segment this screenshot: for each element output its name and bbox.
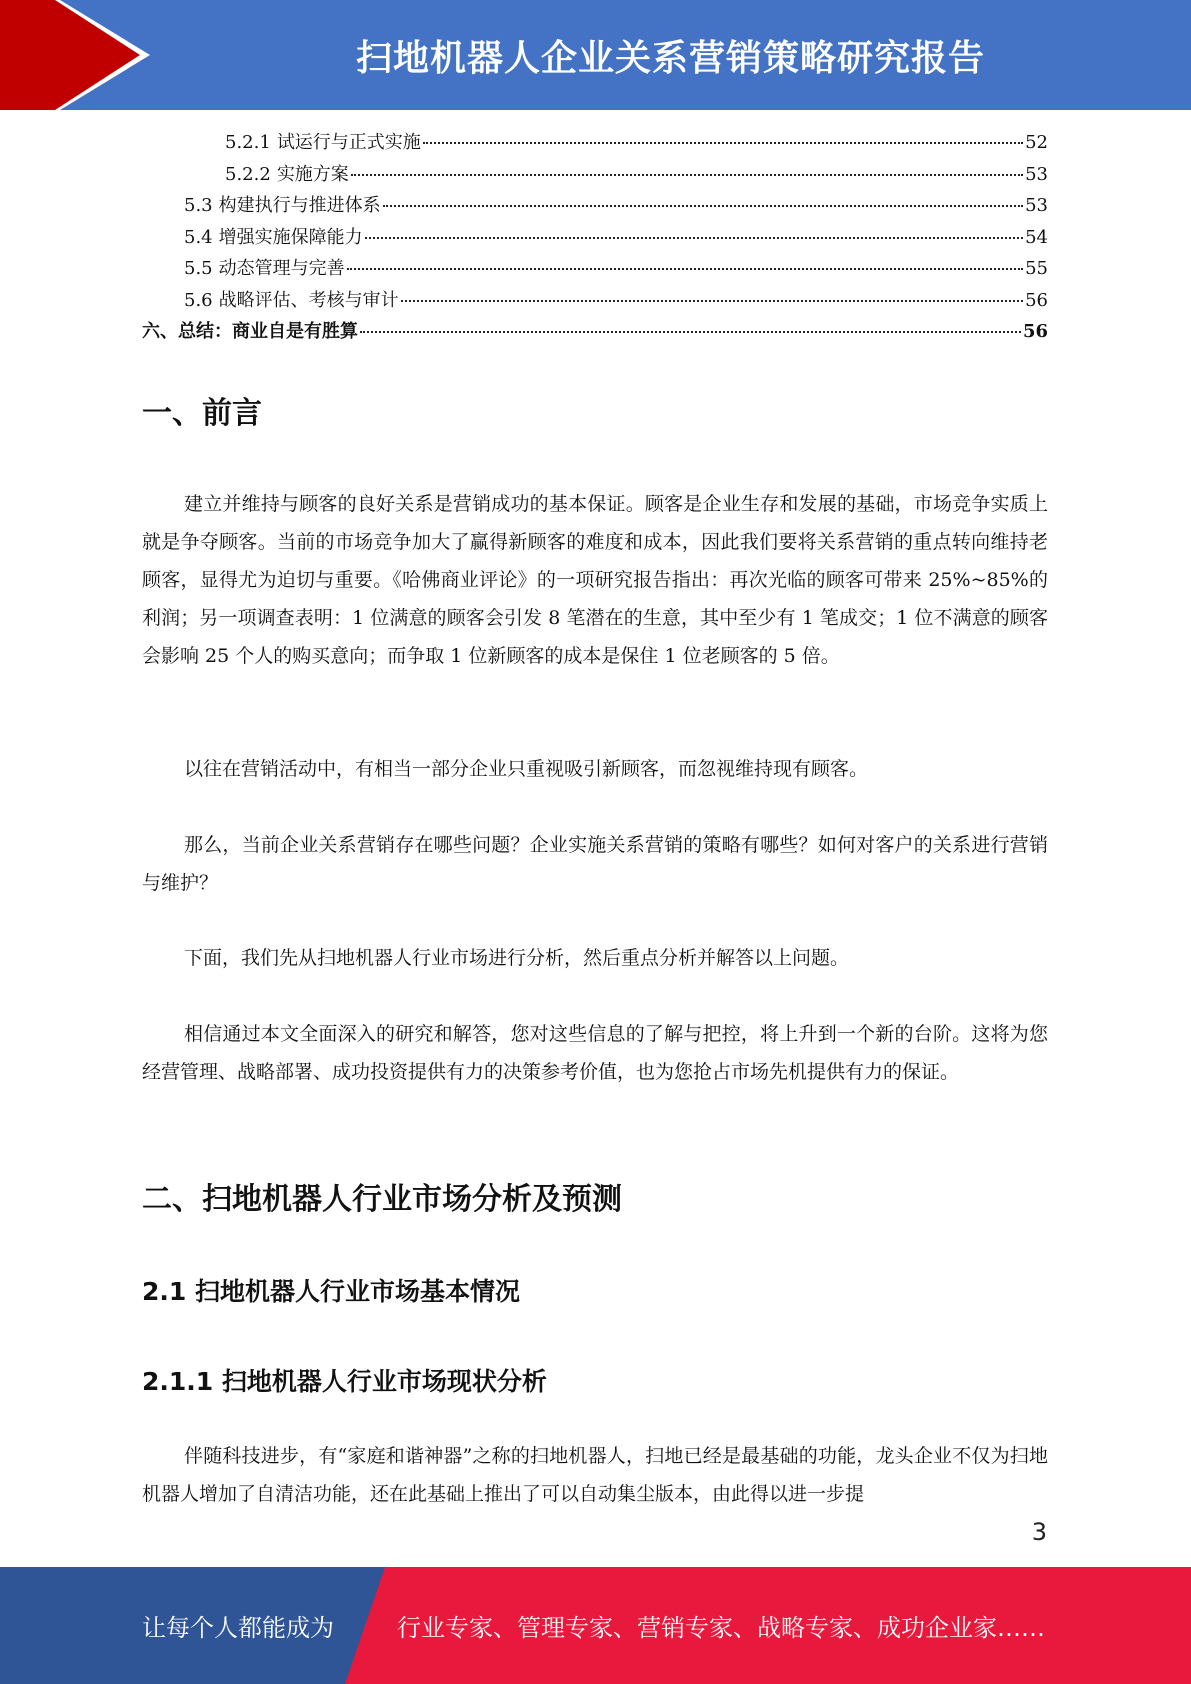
- toc-dot-leader: [365, 237, 1023, 239]
- toc-dot-leader: [347, 268, 1023, 270]
- toc-entry-number: 5.5: [184, 258, 213, 279]
- toc-entry-number: 5.4: [184, 226, 213, 248]
- page-footer: [0, 1567, 1191, 1684]
- toc-entry-number: 5.2.1: [225, 132, 271, 153]
- footer-slogan-right: 行业专家、管理专家、营销专家、战略专家、成功企业家……: [397, 1614, 1045, 1642]
- toc-entry-label: 战略评估、考核与审计: [218, 289, 399, 311]
- toc-entry: [142, 160, 1048, 192]
- paragraph: 相信通过本文全面深入的研究和解答，您对这些信息的了解与把控，将上升到一个新的台阶。这将为您经营管理、战略部署、成功投资提供有力的决策参考价值，也为您抢占市场先机提供有力的保证。: [142, 1023, 1048, 1083]
- toc-entry: [142, 317, 1048, 349]
- toc-entry-label: 实施方案: [276, 163, 349, 185]
- toc-dot-leader: [423, 142, 1023, 144]
- toc-entry: [142, 254, 1048, 286]
- toc-dot-leader: [383, 205, 1023, 207]
- toc-entry-label: 构建执行与推进体系: [218, 195, 381, 216]
- toc-entry-page: 53: [1025, 163, 1048, 185]
- toc-entry-label: 六、总结：商业自是有胜算: [142, 321, 358, 342]
- subsubsection-heading: 2.1.1 扫地机器人行业市场现状分析: [142, 1367, 547, 1396]
- page-header: [0, 0, 1191, 110]
- paragraph: 建立并维持与顾客的良好关系是营销成功的基本保证。顾客是企业生存和发展的基础，市场竞争实质上就是争夺顾客。当前的市场竞争加大了赢得新顾客的难度和成本，因此我们要将关系营销的重点转向维持老顾客，显得尤为迫切与重要。《哈佛商业评论》的一项研究报告指出：再次光临的顾客可带来 25%~85%的利润；另一项调查表明：1 位满意的顾客会引发 8 笔潜在的生意，其中至少有 1 笔成交；1 位不满意的顾客会影响 25 个人的购买意向；而争取 1 位新顾客的成本是保住 1 位老顾客的 5 倍。: [142, 493, 1048, 667]
- paragraph: 伴随科技进步，有“家庭和谐神器”之称的扫地机器人，扫地已经是最基础的功能，龙头企业不仅为扫地机器人增加了自清洁功能，还在此基础上推出了可以自动集尘版本，由此得以进一步提: [142, 1445, 1048, 1505]
- paragraph: 那么，当前企业关系营销存在哪些问题？企业实施关系营销的策略有哪些？如何对客户的关系进行营销与维护？: [142, 834, 1048, 894]
- section-heading-preface: 一、前言: [142, 396, 262, 431]
- toc-entry: [142, 286, 1048, 318]
- toc-dot-leader: [360, 331, 1021, 333]
- section-heading-market: 二、扫地机器人行业市场分析及预测: [142, 1182, 622, 1217]
- toc-entry: [142, 191, 1048, 223]
- footer-slogan-left: 让每个人都能成为: [142, 1614, 334, 1642]
- paragraph: 以往在营销活动中，有相当一部分企业只重视吸引新顾客，而忽视维持现有顾客。: [184, 758, 869, 780]
- toc-entry-label: 动态管理与完善: [218, 258, 345, 279]
- toc-entry-number: 5.3: [184, 195, 213, 216]
- toc-entry-label: 增强实施保障能力: [218, 226, 363, 248]
- toc-entry-number: 5.2.2: [225, 163, 271, 185]
- toc-entry: [142, 223, 1048, 255]
- toc-entry-page: 53: [1025, 195, 1048, 216]
- toc-entry-number: 5.6: [184, 289, 213, 311]
- toc-entry-page: 52: [1025, 132, 1048, 153]
- table-of-contents: [142, 128, 1048, 349]
- page-number: 3: [1031, 1518, 1047, 1546]
- toc-dot-leader: [401, 300, 1023, 302]
- toc-entry-label: 试运行与正式实施: [276, 132, 421, 153]
- toc-entry-page: 55: [1025, 258, 1048, 279]
- toc-entry: [142, 128, 1048, 160]
- toc-entry-page: 54: [1025, 226, 1048, 248]
- paragraph: 下面，我们先从扫地机器人行业市场进行分析，然后重点分析并解答以上问题。: [184, 947, 850, 969]
- toc-dot-leader: [351, 174, 1023, 176]
- subsection-heading: 2.1 扫地机器人行业市场基本情况: [142, 1277, 520, 1306]
- toc-entry-page: 56: [1025, 289, 1048, 311]
- chevron-logo-icon: [0, 0, 160, 110]
- toc-entry-page: 56: [1022, 321, 1048, 342]
- report-title: 扫地机器人企业关系营销策略研究报告: [355, 37, 985, 79]
